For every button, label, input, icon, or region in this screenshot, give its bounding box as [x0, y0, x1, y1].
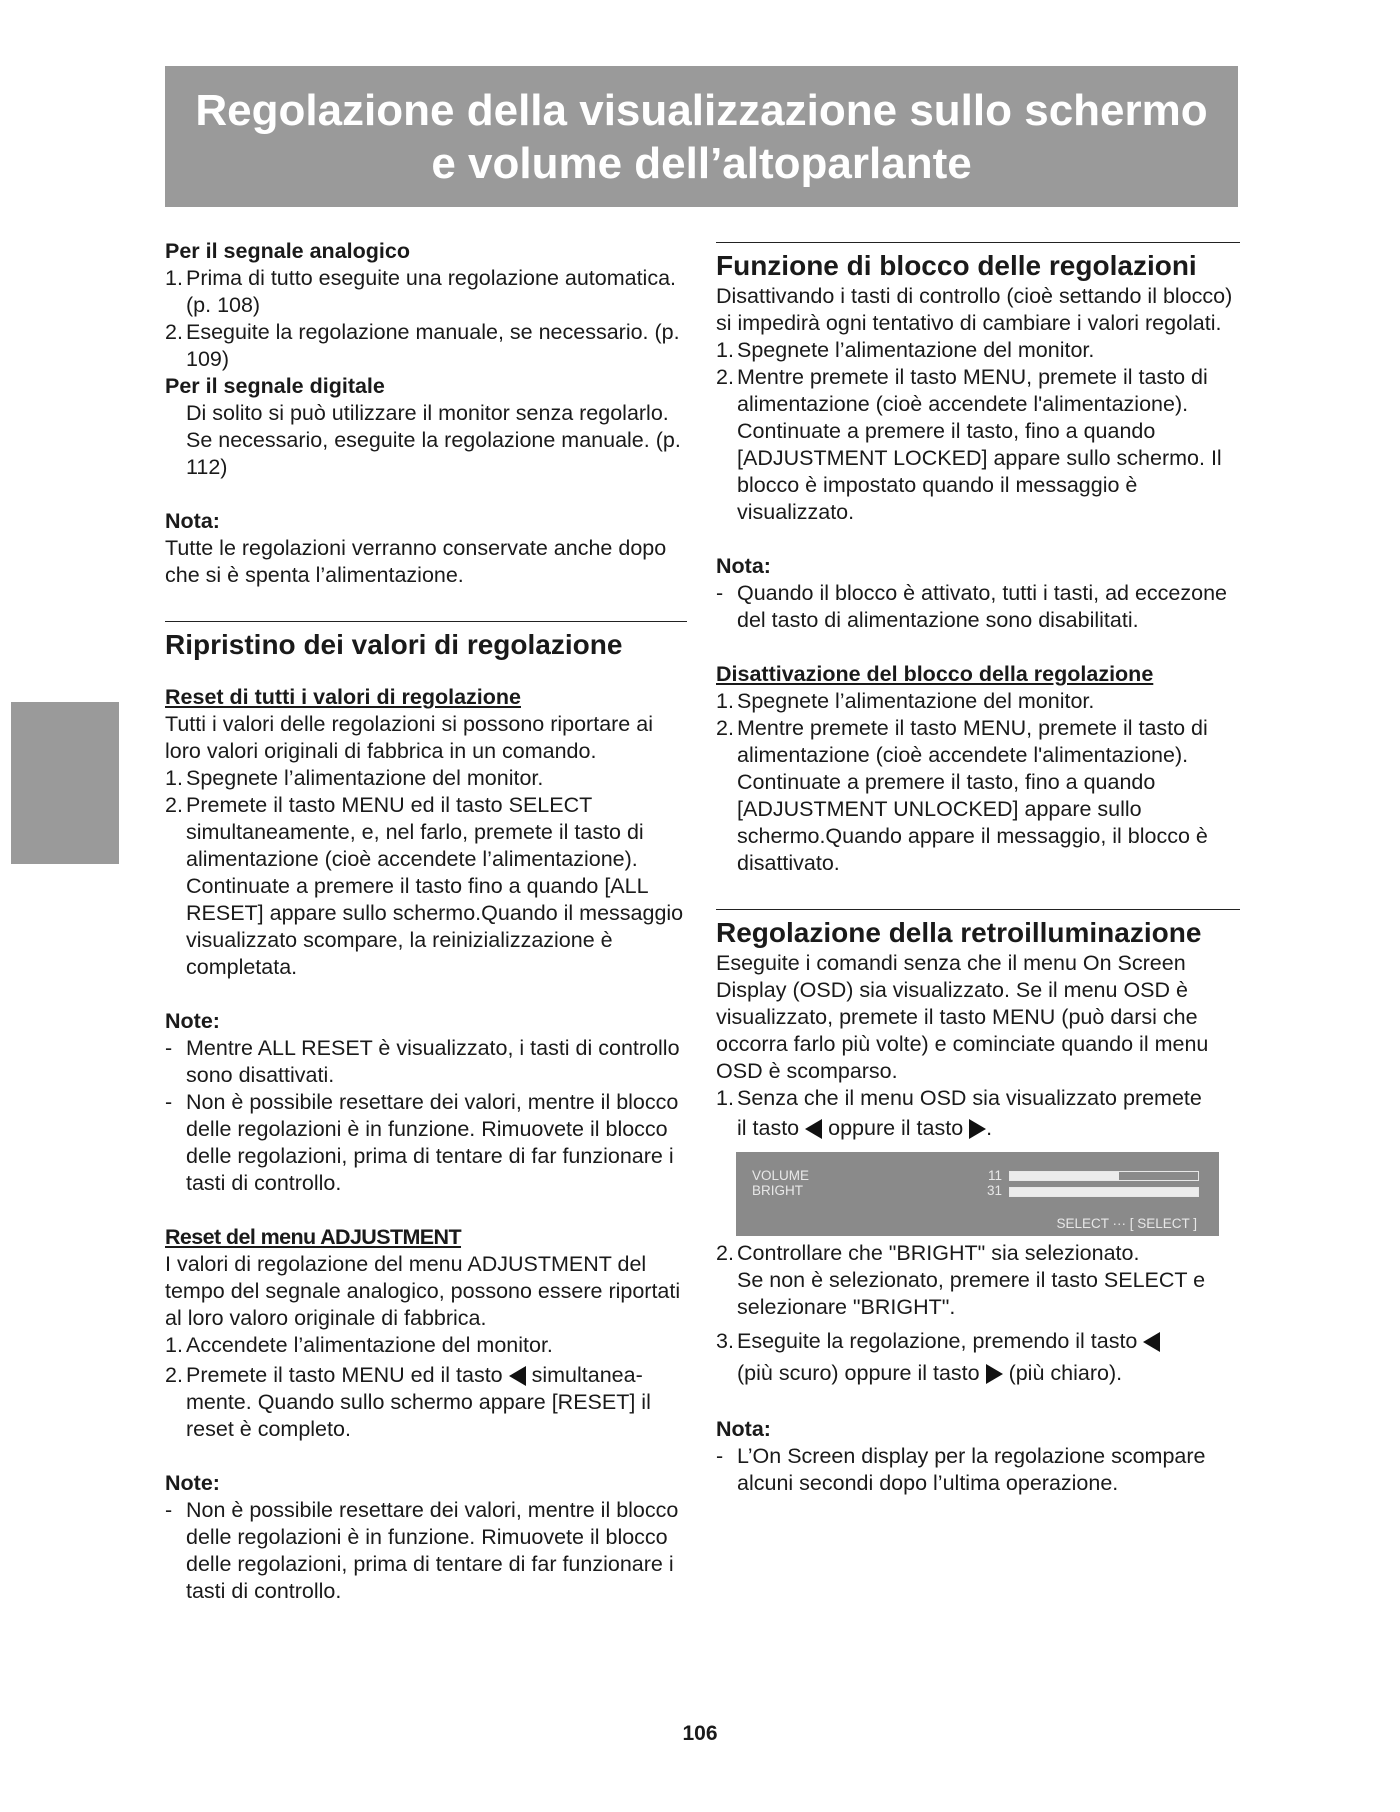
list-item: 1. Prima di tutto eseguite una regolazione automatica. (p. 108): [165, 266, 677, 317]
list-item: 2. Premete il tasto MENU ed il tasto simultanea- mente. Quando sullo schermo appare [RESET] il reset è completo.: [165, 1363, 651, 1441]
left-arrow-icon: [509, 1366, 526, 1386]
osd-select-hint: SELECT ··· [ SELECT ]: [1056, 1216, 1197, 1231]
osd-screen-figure: [736, 1152, 1219, 1236]
left-arrow-icon: [805, 1119, 822, 1139]
page-title-line-2: e volume dell’altoparlante: [431, 138, 972, 188]
backlight-section-title: Regolazione della retroilluminazione: [716, 917, 1202, 948]
reset-all-heading: Reset di tutti i valori di regolazione: [165, 685, 521, 709]
osd-volume-bar: [1009, 1171, 1199, 1181]
list-item: 1. Senza che il menu OSD sia visualizzato premete il tasto oppure il tasto .: [716, 1086, 1202, 1140]
osd-volume-label: VOLUME: [752, 1168, 810, 1183]
right-arrow-icon: [986, 1364, 1003, 1384]
right-column: [716, 242, 1240, 1497]
note-heading: Note:: [165, 1471, 220, 1495]
note-heading: Note:: [165, 1009, 220, 1033]
left-column: [165, 238, 687, 1605]
reset-adjustment-heading: Reset del menu ADJUSTMENT: [165, 1225, 462, 1249]
digital-text: Di solito si può utilizzare il monitor senza regolarlo. Se necessario, eseguite la regolazione manuale. (p. 112): [186, 401, 681, 479]
list-item: - Non è possibile resettare dei valori, mentre il blocco delle regolazioni è in funzione. Rimuovete il blocco delle regolazioni, prima di tentare di far funzionare i tasti di controllo.: [165, 1090, 679, 1195]
list-item: 2. Mentre premete il tasto MENU, premete il tasto di alimentazione (cioè accendete l'alimentazione). Continuate a premere il tasto, fino a quando [ADJUSTMENT LOCKED] appare sullo schermo. Il blocco è impostato quando il messaggio è visualizzato.: [716, 365, 1222, 524]
list-item: - Non è possibile resettare dei valori, mentre il blocco delle regolazioni è in funzione. Rimuovete il blocco delle regolazioni, prima di tentare di far funzionare i tasti di controllo.: [165, 1498, 679, 1603]
osd-bright-label: BRIGHT: [752, 1183, 804, 1198]
lock-section-title: Funzione di blocco delle regolazioni: [716, 250, 1197, 281]
reset-adjustment-intro: I valori di regolazione del menu ADJUSTMENT del tempo del segnale analogico, possono essere riportati al loro valoro originale di fabbrica.: [165, 1252, 681, 1330]
reset-section-title: Ripristino dei valori di regolazione: [165, 629, 623, 660]
list-item: 1. Accendete l’alimentazione del monitor.: [165, 1333, 553, 1357]
nota-heading: Nota:: [716, 554, 771, 578]
list-item: 1. Spegnete l’alimentazione del monitor.: [165, 766, 544, 790]
list-item: 1. Spegnete l’alimentazione del monitor.: [716, 689, 1095, 713]
reset-all-intro: Tutti i valori delle regolazioni si possono riportare ai loro valori originali di fabbrica in un comando.: [165, 712, 653, 763]
lock-intro: Disattivando i tasti di controllo (cioè settando il blocco) si impedirà ogni tentativo di cambiare i valori regolati.: [716, 284, 1233, 335]
osd-bright-bar: [1009, 1187, 1199, 1197]
unlock-heading: Disattivazione del blocco della regolazione: [716, 662, 1154, 686]
nota-heading: Nota:: [716, 1417, 771, 1441]
nota-heading: Nota:: [165, 509, 220, 533]
page-title-banner: [165, 66, 1238, 207]
page-title-line-1: Regolazione della visualizzazione sullo schermo: [195, 85, 1208, 135]
digital-heading: Per il segnale digitale: [165, 374, 385, 398]
left-arrow-icon: [1143, 1332, 1160, 1352]
list-item: - Mentre ALL RESET è visualizzato, i tasti di controllo sono disattivati.: [165, 1036, 680, 1087]
list-item: 1. Spegnete l’alimentazione del monitor.: [716, 338, 1095, 362]
list-item: - Quando il blocco è attivato, tutti i tasti, ad eccezone del tasto di alimentazione sono disabilitati.: [716, 581, 1228, 632]
list-item: 2. Controllare che "BRIGHT" sia selezionato. Se non è selezionato, premere il tasto SELECT e selezionare "BRIGHT".: [716, 1241, 1206, 1319]
nota-text: Tutte le regolazioni verranno conservate anche dopo che si è spenta l’alimentazione.: [165, 536, 667, 587]
analog-heading: Per il segnale analogico: [165, 239, 410, 263]
side-tab-marker: [11, 702, 119, 864]
osd-bright-value: 31: [986, 1183, 1002, 1198]
list-item: 2. Mentre premete il tasto MENU, premete il tasto di alimentazione (cioè accendete l'alimentazione). Continuate a premere il tasto, fino a quando [ADJUSTMENT UNLOCKED] appare sullo schermo.Quando appare il messaggio, il blocco è disattivato.: [716, 716, 1208, 875]
list-item: 3. Eseguite la regolazione, premendo il tasto (più scuro) oppure il tasto (più chiaro).: [716, 1325, 1240, 1389]
right-arrow-icon: [969, 1119, 986, 1139]
list-item: - L’On Screen display per la regolazione scompare alcuni secondi dopo l’ultima operazione.: [716, 1444, 1206, 1495]
backlight-intro: Eseguite i comandi senza che il menu On Screen Display (OSD) sia visualizzato. Se il menu OSD è visualizzato, premete il tasto MENU (può darsi che occorra farlo più volte) e cominciate quando il menu OSD è scomparso.: [716, 951, 1209, 1083]
list-item: 2. Premete il tasto MENU ed il tasto SELECT simultaneamente, e, nel farlo, premete il tasto di alimentazione (cioè accendete l’alimentazione). Continuate a premere il tasto fino a quando [ALL RESET] appare sullo schermo.Quando il messaggio visualizzato scompare, la reinizializzazione è completata.: [165, 793, 684, 979]
osd-bright-fill: [1010, 1188, 1198, 1196]
page-number: 106: [682, 1722, 718, 1745]
osd-volume-fill: [1010, 1172, 1119, 1180]
list-item: 2. Eseguite la regolazione manuale, se necessario. (p. 109): [165, 320, 680, 371]
osd-volume-value: 11: [987, 1168, 1002, 1183]
